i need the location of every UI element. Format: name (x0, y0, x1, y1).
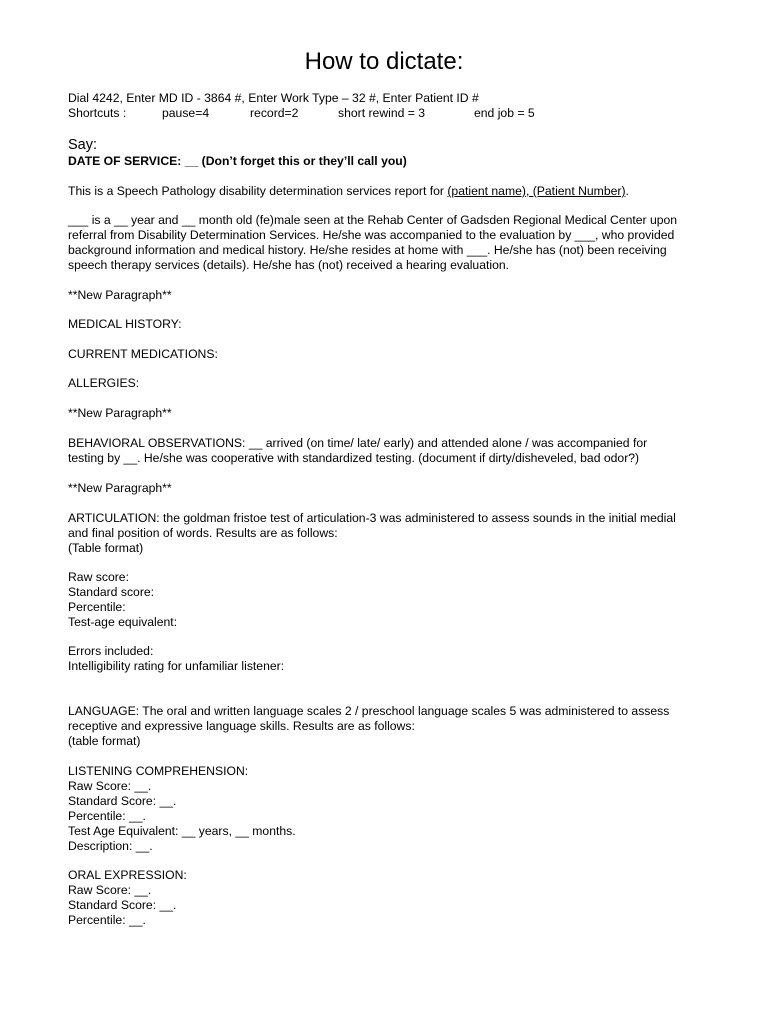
score-label: Percentile: (68, 600, 126, 614)
page-title: How to dictate: (304, 48, 464, 75)
listening-line: Raw Score: __. (68, 779, 152, 793)
shortcuts-line (68, 106, 708, 121)
say-heading: Say: (68, 137, 98, 153)
score-label: Raw score: (68, 570, 129, 584)
new-paragraph-marker: **New Paragraph** (68, 288, 172, 302)
oral-line: ORAL EXPRESSION: (68, 868, 187, 882)
score-label: Standard score: (68, 585, 155, 599)
articulation-line: and final position of words. Results are as follows: (68, 526, 338, 540)
patient-placeholder: (patient name), (Patient Number) (447, 184, 626, 198)
listening-line: Standard Score: __. (68, 794, 177, 808)
new-paragraph-marker: **New Paragraph** (68, 406, 172, 420)
shortcut-record: record=2 (250, 106, 299, 120)
language-line: LANGUAGE: The oral and written language scales 2 / preschool language scales 5 was administered to assess (68, 704, 670, 718)
shortcut-short-rewind: short rewind = 3 (338, 106, 426, 120)
articulation-line: ARTICULATION: the goldman fristoe test of articulation-3 was administered to assess sounds in the initial medial (68, 511, 676, 525)
shortcut-pause: pause=4 (162, 106, 210, 120)
listening-line: Description: __. (68, 839, 153, 853)
current-medications-heading: CURRENT MEDICATIONS: (68, 347, 218, 361)
paragraph-line: background information and medical history. He/she resides at home with ___. He/she has (not) been receiving (68, 243, 667, 257)
intro-text: This is a Speech Pathology disability determination services report for (68, 184, 448, 198)
articulation-line: (Table format) (68, 541, 144, 555)
language-line: receptive and expressive language skills. Results are as follows: (68, 719, 415, 733)
medical-history-heading: MEDICAL HISTORY: (68, 317, 182, 331)
listening-line: Test Age Equivalent: __ years, __ months. (68, 824, 296, 838)
date-of-service: DATE OF SERVICE: __ (Don’t forget this or they’ll call you) (68, 154, 407, 168)
errors-line: Errors included: (68, 644, 154, 658)
score-label: Test-age equivalent: (68, 615, 178, 629)
dial-instructions: Dial 4242, Enter MD ID - 3864 #, Enter Work Type – 32 #, Enter Patient ID # (68, 91, 479, 105)
paragraph-line: referral from Disability Determination Services. He/she was accompanied to the evaluation by ___, who provided (68, 228, 675, 242)
language-line: (table format) (68, 734, 141, 748)
intro-sentence (68, 184, 708, 199)
oral-line: Standard Score: __. (68, 898, 177, 912)
listening-line: LISTENING COMPREHENSION: (68, 764, 249, 778)
oral-line: Raw Score: __. (68, 883, 152, 897)
allergies-heading: ALLERGIES: (68, 376, 140, 390)
behavioral-line: BEHAVIORAL OBSERVATIONS: __ arrived (on time/ late/ early) and attended alone / was accompanied for (68, 436, 648, 450)
intro-period: . (625, 184, 629, 198)
errors-line: Intelligibility rating for unfamiliar listener: (68, 659, 285, 673)
paragraph-line: speech therapy services (details). He/she has (not) received a hearing evaluation. (68, 258, 510, 272)
oral-line: Percentile: __. (68, 913, 146, 927)
shortcut-end-job: end job = 5 (474, 106, 535, 120)
behavioral-line: testing by __. He/she was cooperative with standardized testing. (document if dirty/disheveled, bad odor?) (68, 451, 640, 465)
shortcuts-label: Shortcuts : (68, 106, 127, 120)
new-paragraph-marker: **New Paragraph** (68, 481, 172, 495)
paragraph-line: ___ is a __ year and __ month old (fe)male seen at the Rehab Center of Gadsden Regional Medical Center upon (68, 213, 678, 227)
listening-line: Percentile: __. (68, 809, 146, 823)
